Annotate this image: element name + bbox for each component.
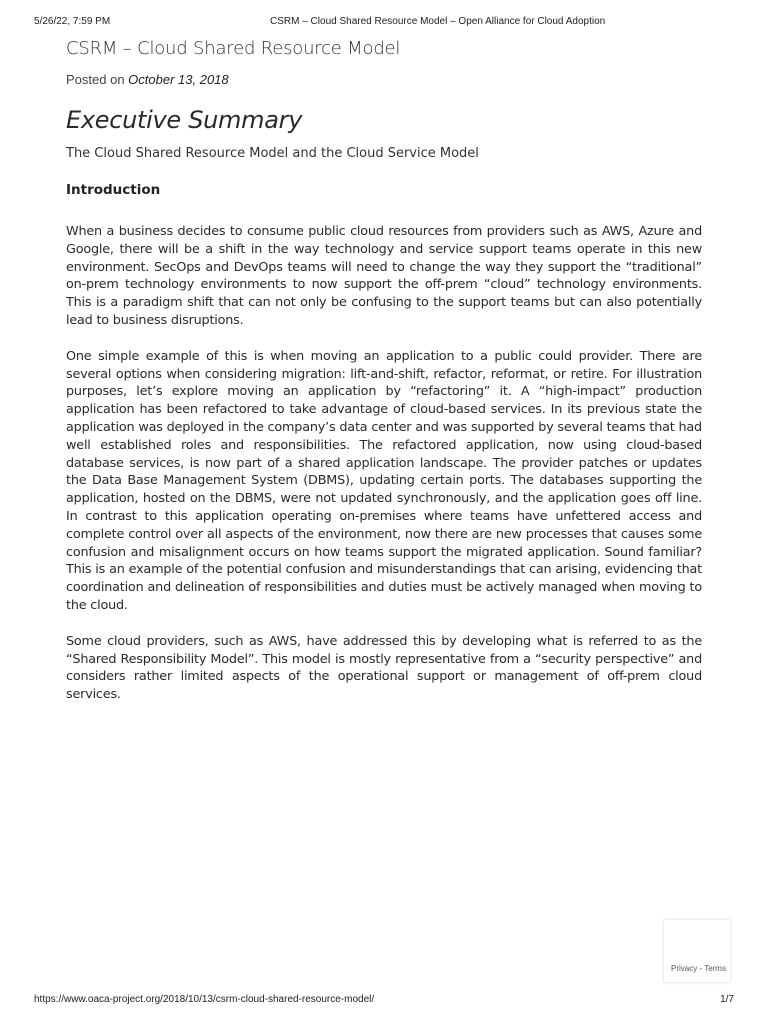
executive-summary-heading: Executive Summary — [66, 106, 303, 134]
paragraph-2: One simple example of this is when moving an application to a public could provider. There are several options when considering migration: lift-and-shift, refactor, reformat, or retire. For illustration purposes, let’s explore moving an application by “refactoring” it. A “high-impact” production application has been refactored to take advantage of cloud-based services. In its previous state the application was deployed in the company’s data center and was supported by several teams that had well established roles and responsibilities. The refactored application, now using cloud-based database services, is now part of a shared application landscape. The provider patches or updates the Data Base Management System (DBMS), updating certain ports. The databases supporting the application, hosted on the DBMS, were not updated synchronously, and the application goes off line. In contrast to this application operating on-premises where teams have unfettered access and complete control over all aspects of the environment, now there are new processes that causes some confusion and misalignment occurs on how teams support the migrated application. Sound familiar? This is an example of the potential confusion and misunderstandings that can arising, evidencing that coordination and delineation of responsibilities and duties must be actively managed when moving to the cloud. — [66, 348, 702, 613]
posted-on — [66, 72, 702, 87]
posted-date-link[interactable]: October 13, 2018 — [128, 72, 229, 87]
recaptcha-links[interactable]: Privacy - Terms — [671, 964, 726, 973]
print-datetime: 5/26/22, 7:59 PM — [34, 16, 111, 27]
print-footer — [34, 994, 734, 1008]
paragraph-1: When a business decides to consume public cloud resources from providers such as AWS, Azure and Google, there will be a shift in the way technology and service support teams operate in this new environment. SecOps and DevOps teams will need to change the way they support the “traditional” on-prem technology environments to now support the off-prem “cloud” technology environments. This is a paradigm shift that can not only be confusing to the support teams but can also potentially lead to business disruptions. — [66, 224, 702, 328]
page-number: 1/7 — [720, 994, 734, 1005]
print-header — [34, 16, 734, 30]
print-document-title: CSRM – Cloud Shared Resource Model – Open Alliance for Cloud Adoption — [270, 16, 606, 27]
print-url: https://www.oaca-project.org/2018/10/13/csrm-cloud-shared-resource-model/ — [34, 994, 375, 1005]
post-title: CSRM – Cloud Shared Resource Model — [66, 38, 401, 59]
paragraph-3: Some cloud providers, such as AWS, have addressed this by developing what is referred to as the “Shared Responsibility Model”. This model is mostly representative from a “security perspective” and considers rather limited aspects of the operational support or management of off-prem cloud services. — [66, 633, 702, 703]
posted-prefix: Posted on — [66, 72, 125, 87]
introduction-heading: Introduction — [66, 182, 161, 198]
summary-subtitle: The Cloud Shared Resource Model and the Cloud Service Model — [66, 146, 479, 161]
article — [66, 32, 702, 704]
